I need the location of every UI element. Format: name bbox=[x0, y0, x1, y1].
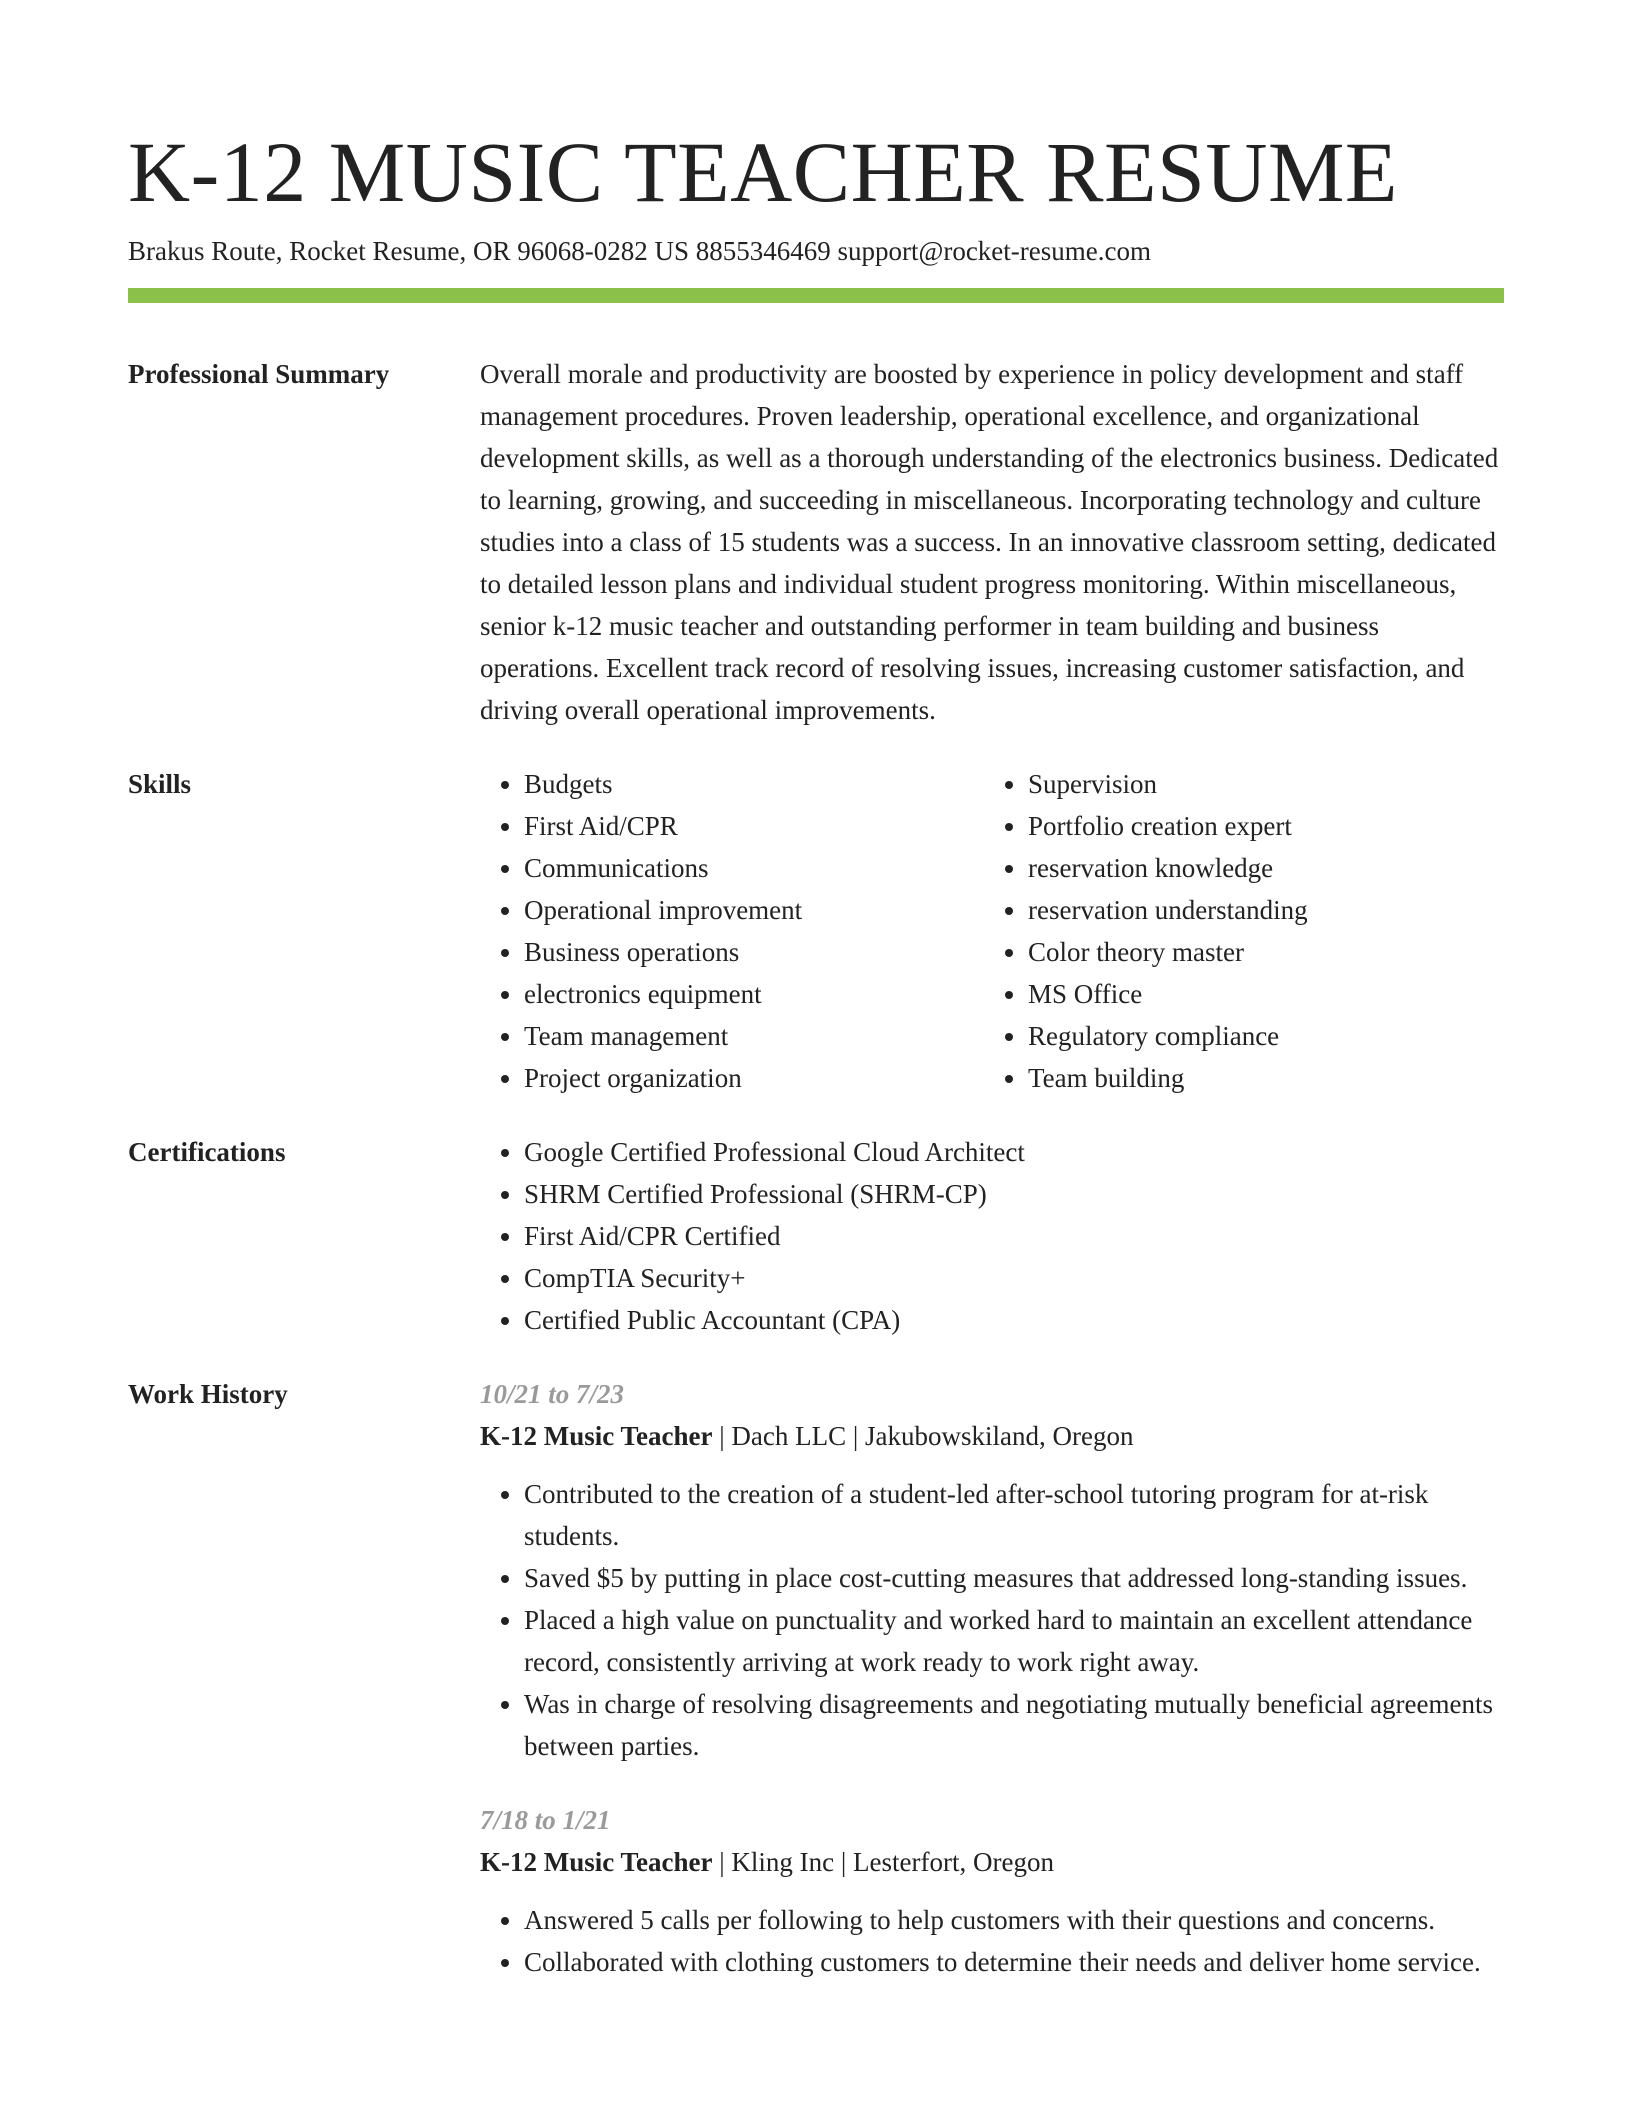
resume-title: K-12 MUSIC TEACHER RESUME bbox=[128, 124, 1398, 220]
job-heading bbox=[480, 1841, 1504, 1883]
skill-item: • Team management bbox=[524, 1015, 984, 1057]
job-title: K-12 Music Teacher bbox=[480, 1847, 713, 1877]
contact-line: Brakus Route, Rocket Resume, OR 96068-0282 US 8855346469 support@rocket-resume.com bbox=[128, 236, 1151, 266]
skill-item: • First Aid/CPR bbox=[524, 805, 984, 847]
job-bullets bbox=[480, 1899, 1504, 1983]
skill-item: • Portfolio creation expert bbox=[1028, 805, 1488, 847]
skill-item: • Project organization bbox=[524, 1057, 984, 1099]
certification-item: • CompTIA Security+ bbox=[524, 1257, 1504, 1299]
job-bullet: • Saved $5 by putting in place cost-cutting measures that addressed long-standing issues. bbox=[524, 1557, 1504, 1599]
skill-item: • electronics equipment bbox=[524, 973, 984, 1015]
job-title: K-12 Music Teacher bbox=[480, 1421, 713, 1451]
header-divider bbox=[128, 288, 1504, 303]
job-bullet: • Placed a high value on punctuality and worked hard to maintain an excellent attendance record, consistently arriving at work ready to work right away. bbox=[524, 1599, 1504, 1683]
section-title-certifications: Certifications bbox=[128, 1137, 286, 1167]
section-title-summary: Professional Summary bbox=[128, 359, 390, 389]
work-history-section bbox=[128, 1373, 1504, 1983]
skill-item: • Business operations bbox=[524, 931, 984, 973]
skills-list-left bbox=[480, 763, 984, 1099]
work-history-body bbox=[480, 1373, 1504, 1983]
job-entry bbox=[480, 1799, 1504, 1983]
job-bullet: • Answered 5 calls per following to help customers with their questions and concerns. bbox=[524, 1899, 1504, 1941]
skills-section bbox=[128, 763, 1504, 1099]
skill-item: • MS Office bbox=[1028, 973, 1488, 1015]
skills-list-right bbox=[984, 763, 1488, 1099]
skill-item: • Budgets bbox=[524, 763, 984, 805]
resume-page bbox=[128, 0, 1504, 1983]
certifications-body bbox=[480, 1131, 1504, 1341]
job-bullet: • Collaborated with clothing customers to determine their needs and deliver home service. bbox=[524, 1941, 1504, 1983]
job-employer-location: | Dach LLC | Jakubowskiland, Oregon bbox=[712, 1421, 1134, 1451]
job-bullet: • Contributed to the creation of a student-led after-school tutoring program for at-risk students. bbox=[524, 1473, 1504, 1557]
skill-item: • Color theory master bbox=[1028, 931, 1488, 973]
skill-item: • Team building bbox=[1028, 1057, 1488, 1099]
job-employer-location: | Kling Inc | Lesterfort, Oregon bbox=[712, 1847, 1054, 1877]
skill-item: • Operational improvement bbox=[524, 889, 984, 931]
certification-item: • First Aid/CPR Certified bbox=[524, 1215, 1504, 1257]
job-bullets bbox=[480, 1473, 1504, 1767]
job-dates: 7/18 to 1/21 bbox=[480, 1805, 611, 1835]
certification-item: • SHRM Certified Professional (SHRM-CP) bbox=[524, 1173, 1504, 1215]
skill-item: • reservation understanding bbox=[1028, 889, 1488, 931]
certification-item: • Certified Public Accountant (CPA) bbox=[524, 1299, 1504, 1341]
job-heading bbox=[480, 1415, 1504, 1457]
skill-item: • Communications bbox=[524, 847, 984, 889]
job-bullet: • Was in charge of resolving disagreements and negotiating mutually beneficial agreements between parties. bbox=[524, 1683, 1504, 1767]
job-entry bbox=[480, 1373, 1504, 1767]
section-title-work-history: Work History bbox=[128, 1379, 288, 1409]
certifications-list bbox=[480, 1131, 1504, 1341]
certifications-section bbox=[128, 1131, 1504, 1341]
section-title-skills: Skills bbox=[128, 769, 192, 799]
summary-text: Overall morale and productivity are boosted by experience in policy development and staff management procedures. Proven leadership, operational excellence, and organizational development skills, as well as a thorough understanding of the electronics business. Dedicated to learning, growing, and succeeding in miscellaneous. Incorporating technology and culture studies into a class of 15 students was a success. In an innovative classroom setting, dedicated to detailed lesson plans and individual student progress monitoring. Within miscellaneous, senior k-12 music teacher and outstanding performer in team building and business operations. Excellent track record of resolving issues, increasing customer satisfaction, and driving overall operational improvements. bbox=[480, 359, 1499, 725]
job-dates: 10/21 to 7/23 bbox=[480, 1379, 625, 1409]
certification-item: • Google Certified Professional Cloud Architect bbox=[524, 1131, 1504, 1173]
skill-item: • Regulatory compliance bbox=[1028, 1015, 1488, 1057]
skill-item: • reservation knowledge bbox=[1028, 847, 1488, 889]
skill-item: • Supervision bbox=[1028, 763, 1488, 805]
skills-columns bbox=[480, 763, 1504, 1099]
summary-section bbox=[128, 353, 1504, 731]
